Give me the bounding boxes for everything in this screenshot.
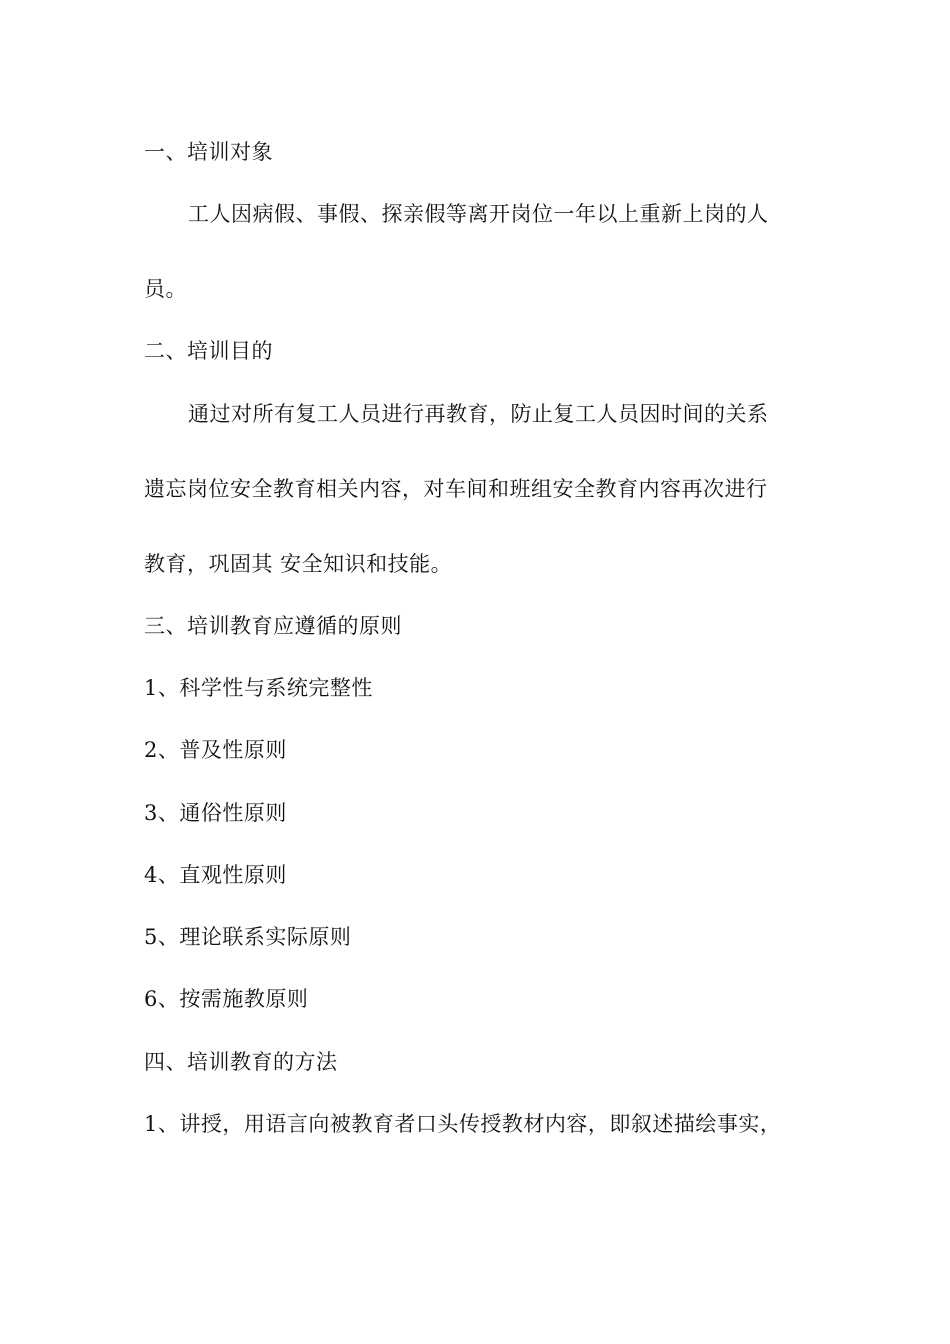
list-item: 1、科学性与系统完整性 [144,676,373,700]
section-2-paragraph-line-1: 通过对所有复工人员进行再教育，防止复工人员因时间的关系 [188,402,769,426]
section-4-heading: 四、培训教育的方法 [144,1050,338,1074]
section-2-paragraph-line-3: 教育，巩固其 安全知识和技能。 [144,552,453,576]
section-2-heading: 二、培训目的 [144,339,273,363]
list-item: 5、理论联系实际原则 [144,925,352,949]
section-2-paragraph-line-2: 遗忘岗位安全教育相关内容，对车间和班组安全教育内容再次进行 [144,477,768,501]
list-item: 3、通俗性原则 [144,801,287,825]
section-3-heading: 三、培训教育应遵循的原则 [144,614,402,638]
list-item: 6、按需施教原则 [144,987,309,1011]
list-item: 1、讲授，用语言向被教育者口头传授教材内容，即叙述描绘事实， [144,1112,782,1136]
section-1-heading: 一、培训对象 [144,140,273,164]
list-item: 2、普及性原则 [144,738,287,762]
section-1-paragraph-line-1: 工人因病假、事假、探亲假等离开岗位一年以上重新上岗的人 [188,202,769,226]
list-item: 4、直观性原则 [144,863,287,887]
section-1-paragraph-line-2: 员。 [144,277,187,301]
